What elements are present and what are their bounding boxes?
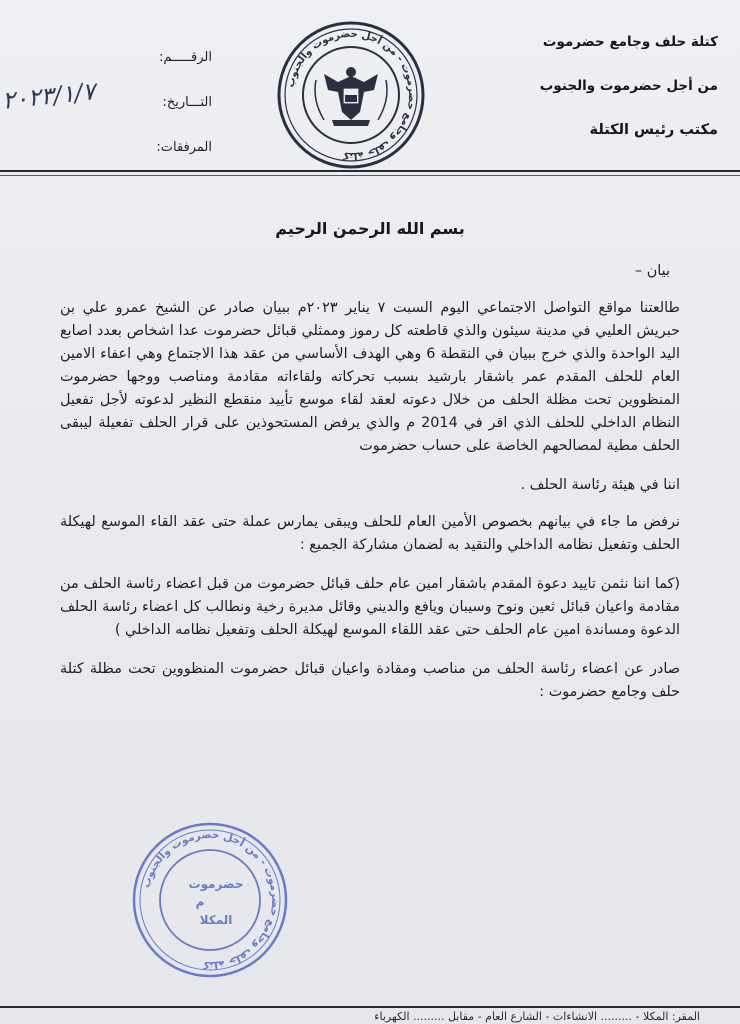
footer-divider bbox=[0, 1006, 740, 1008]
basmala-heading: بسم الله الرحمن الرحيم bbox=[275, 219, 465, 238]
handwritten-date: ٢٠٢٣/١/٧ bbox=[0, 77, 97, 115]
statement-paragraph: طالعتنا مواقع التواصل الاجتماعي اليوم السبت ٧ يناير ٢٠٢٣م ببيان صادر عن الشيخ عمرو علي بن حبريش العليي في مدينة سيئون والذي قاطعته كل رموز وممثلي قبائل حضرموت عدا اشخاص بعدد اصابع اليد الواحدة والذي خرج ببيان في النقطة 6 وهي الهدف الأساسي من عقد هذا الاجتماع وهي اعفاء الامين العام للحلف المقدم عمر باشقار بارشيد بسبب تحركاته ولقاءاته مقادمة ومناصب ووجها حضرموت المنظووين تحت مظلة الحلف من خلال دعوته لعقد لقاء موسع تأييد منقطع النظير لدعوته لأجل تفعيل النظام الداخلي للحلف الذي اقر في 2014 م والذي يرفض المستحوذين على قرار الحلف تفعيلة ليبقى الحلف مطية لمصالحهم الخاصة على حساب حضرموت bbox=[60, 300, 681, 454]
attachments-label: المرفقات: bbox=[156, 140, 212, 155]
statement-paragraph: صادر عن اعضاء رئاسة الحلف من مناصب ومقادة واعيان قبائل حضرموت المنظووين تحت مظلة كتلة حلف وجامع حضرموت : bbox=[60, 661, 680, 700]
reference-label: الرقـــــم: bbox=[158, 50, 212, 65]
org-slogan: من أجل حضرموت والجنوب bbox=[539, 78, 718, 94]
statement-paragraph: نرفض ما جاء في بيانهم بخصوص الأمين العام للحلف ويبقى يمارس عملة حتى عقد القاء الموسع لهيكلة الحلف وتفعيل نظامه الداخلي والتقيد به لضمان مشاركة الجميع : bbox=[60, 514, 680, 553]
statement-paragraph: اننا في هيئة رئاسة الحلف . bbox=[520, 477, 680, 493]
eagle-icon bbox=[324, 67, 378, 126]
org-emblem-logo bbox=[276, 20, 426, 170]
statement-body bbox=[60, 260, 680, 720]
stamp-center-text: حضرموت bbox=[188, 877, 244, 891]
stamp-ring-text: كتلة حلف وجامع حضرموت - من أجل حضرموت والجنوب bbox=[140, 828, 282, 972]
org-name: كتلة حلف وجامع حضرموت bbox=[542, 34, 718, 50]
statement-intro: بيان – bbox=[634, 263, 670, 279]
header-divider bbox=[0, 170, 740, 172]
official-stamp bbox=[130, 820, 290, 980]
letter-meta-block bbox=[92, 50, 212, 185]
stamp-center-text: المكلا bbox=[199, 913, 233, 927]
letterhead-org-block bbox=[498, 34, 718, 166]
footer-address: المقر: المكلا - ......... الانشاءات - الشارع العام - مقابل ......... الكهرباء bbox=[374, 1010, 700, 1023]
logo-ring-text: كتلة حلف وجامع حضرموت - من أجل حضرموت والجنوب bbox=[285, 28, 418, 162]
header-divider-thin bbox=[0, 175, 740, 176]
office-title: مكتب رئيس الكتلة bbox=[589, 122, 718, 138]
statement-paragraph: (كما اننا نثمن تاييد دعوة المقدم باشقار امين عام حلف قبائل حضرموت من قبل اعضاء رئاسة الحلف من مقادمة واعيان قبائل ثعين ونوح وسيبان ويافع والديني وقائل مديرة رخية ونطالب كل اعضاء رئاسة الحلف الدعوة ومساندة امين عام الحلف حتى عقد اللقاء الموسع لهيكلة الحلف وتفعيل نظامه الداخلي ) bbox=[60, 576, 680, 638]
date-label: التـــاريخ: bbox=[162, 95, 212, 110]
stamp-center-text: م bbox=[195, 895, 205, 909]
